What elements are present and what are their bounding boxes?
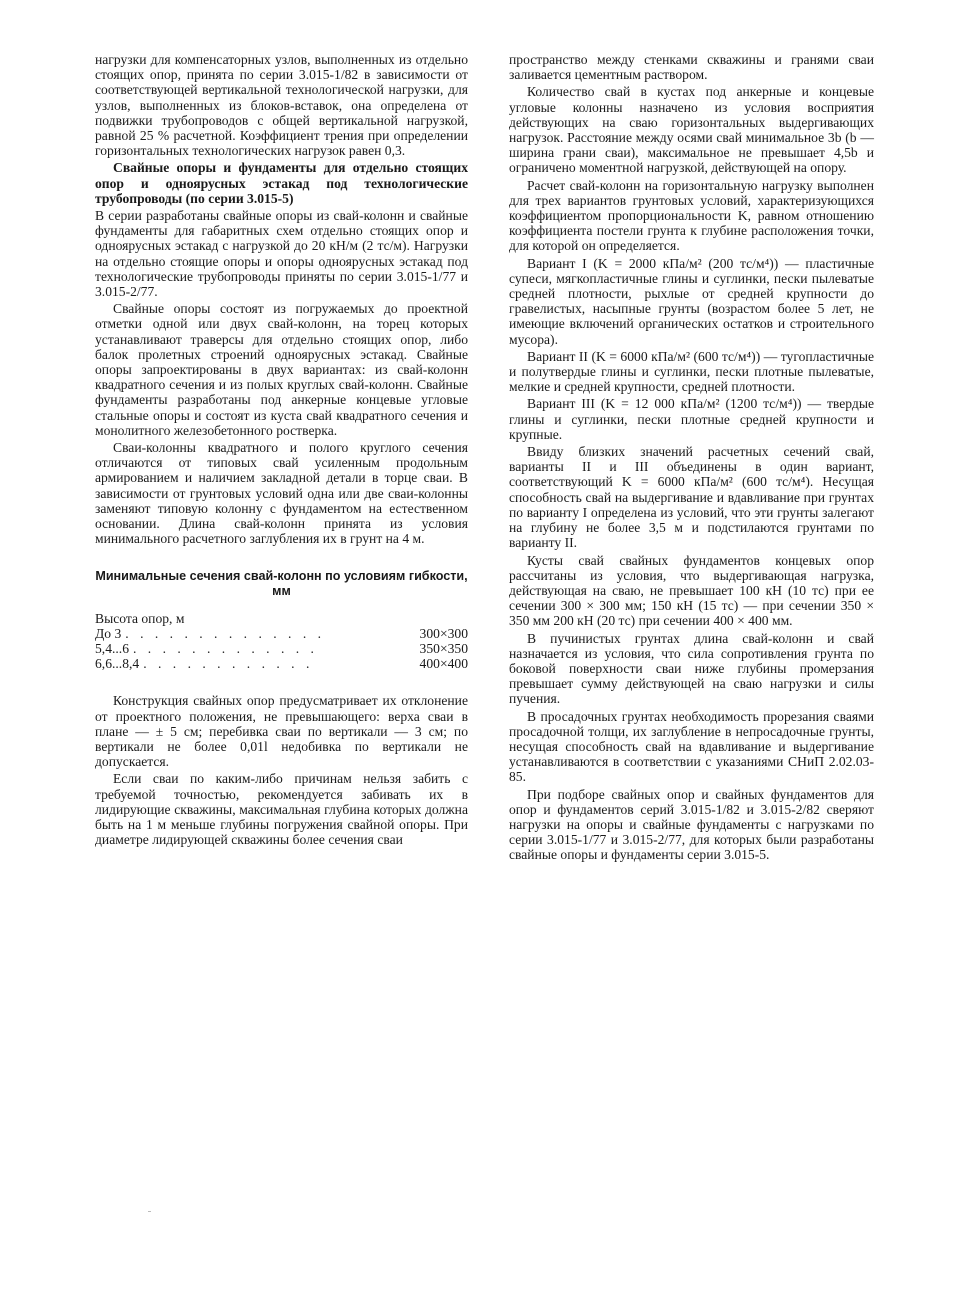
table-row-value: 300×300: [419, 625, 468, 641]
paragraph: Свайные опоры состоят из погружаемых до проектной отметки одной или двух свай-колонн, на торец которых устанавливают траверсы для отдельно стоящих опор, либо балок пролетных строений одноярусных эстакад. Свайные опоры запроектированы в двух вариантах: из свай-колонн квадратного сечения и из полых круглых свай-колонн. Свайные фундаменты разработаны под анкерные концевые угловые стальные опоры и состоят из куста свай квадратного сечения и монолитного железобетонного ростверка.: [95, 301, 468, 438]
table-row: [95, 656, 468, 671]
left-column: [95, 52, 468, 849]
paragraph: Вариант II (K = 6000 кПа/м² (600 тс/м⁴)) — тугопластичные и полутвердые глины и суглинки, пески плотные пылеватые, мелкие и средней крупности, средней плотности.: [509, 348, 874, 395]
scan-speck: [148, 1211, 151, 1212]
paragraph: Вариант III (K = 12 000 кПа/м² (1200 тс/м⁴)) — твердые глины и суглинки, пески плотные средней крупности и крупные.: [509, 396, 874, 442]
paragraph: В серии разработаны свайные опоры из свай-колонн и свайные фундаменты для габаритных схем отдельно стоящих опор и одноярусных эстакад с нагрузкой до 20 кН/м (2 тс/м). Нагрузки на отдельно стоящие опоры и опоры одноярусных эстакад под технологические трубопроводы приняты по серии 3.015-1/77 и 3.015-2/77.: [95, 208, 468, 300]
paragraph: Ввиду близких значений расчетных сечений свай, варианты II и III объединены в один вариант, соответствующий K = 6000 кПа/м² (600 тс/м⁴). Несущая способность свай на выдергивание и вдавливание при грунтах по варианту I определена из условий, что эти грунты залегают на глубину не более 3,5 м и подстилаются грунтами по варианту II.: [509, 444, 874, 551]
paragraph: Конструкция свайных опор предусматривает их отклонение от проектного положения, не превышающего: верха сваи в плане — ± 5 см; перебивка сваи по вертикали — 3 см; по вертикали не более 0,01l недобивка по вертикали не допускается.: [95, 693, 468, 770]
section-heading: Свайные опоры и фундаменты для отдельно стоящих опор и одноярусных эстакад под технологические трубопроводы (по серии 3.015-5): [95, 160, 468, 206]
paragraph: Кусты свай свайных фундаментов концевых опор рассчитаны из условия, что выдергивающая нагрузка, действующая на сваю, не превышает 100 кН (10 тс) при ее сечении 300 × 300 мм; 150 кН (15 тс) — при сечении 350 × 350 мм 200 кН (20 тс) при сечении 400 × 400 мм.: [509, 552, 874, 629]
table-row-label: 5,4...6: [95, 640, 129, 656]
table-header: Высота опор, м: [95, 610, 185, 626]
paragraph: Расчет свай-колонн на горизонтальную нагрузку выполнен для трех вариантов грунтовых условий, характеризующихся коэффициентом пропорциональности K, равном отношению коэффициента постели грунта к глубине расположения точки, для которой он определяется.: [509, 177, 874, 254]
paragraph: Количество свай в кустах под анкерные и концевые угловые колонны назначено из условия восприятия действующих на сваю горизонтальных выдергивающих нагрузок. Расстояние между осями свай минимальное 3b (b — ширина грани сваи), максимальное не превышает 4,5b и ограничено моментной нагрузкой, действующей на опору.: [509, 84, 874, 176]
table-row: [95, 626, 468, 641]
table-row-value: 350×350: [419, 640, 468, 656]
table-title: Минимальные сечения свай-колонн по условиям гибкости, мм: [95, 568, 468, 598]
paragraph: пространство между стенками скважины и гранями сваи заливается цементным раствором.: [509, 52, 874, 83]
paragraph: нагрузки для компенсаторных узлов, выполненных из отдельно стоящих опор, принята по серии 3.015-1/82 в зависимости от соответствующей вертикальной технологической нагрузки, для узлов, выполненных из блоков-вставок, она определена от подвижки трубопроводов с общей вертикальной нагрузкой, равной 25 % расчетной. Коэффициент трения при определении горизонтальных технологических нагрузок равен 0,3.: [95, 52, 468, 159]
table-row-leader: . . . . . . . . . . . . .: [132, 640, 318, 656]
table-row-label: 6,6...8,4: [95, 656, 140, 672]
table-row-value: 400×400: [419, 656, 468, 672]
paragraph: Если сваи по каким-либо причинам нельзя забить с требуемой точностью, рекомендуется забивать их в лидирующие скважины, максимальная глубина которых должна быть на 1 м меньше глубины погружения свайной опоры. При диаметре лидирующей скважины более сечения сваи: [95, 771, 468, 848]
right-column: [509, 52, 874, 865]
paragraph: При подборе свайных опор и свайных фундаментов для опор и фундаментов серий 3.015-1/82 и 3.015-2/82 сверяют нагрузки на опоры и свайные фундаменты с нагрузками по серии 3.015-1/77 и 3.015-2/77, для которых были разработаны свайные опоры и фундаменты серии 3.015-5.: [509, 786, 874, 863]
table-row-leader: . . . . . . . . . . . . . .: [125, 625, 326, 641]
paragraph: Вариант I (K = 2000 кПа/м² (200 тс/м⁴)) — пластичные супеси, мягкопластичные глины и суглинки, пески пылеватые средней плотности, рыхлые от средней крупности до гравелистых, насыпные грунты (возрастом более 5 лет, не имеющие включений органических остатков и строительного мусора).: [509, 255, 874, 347]
table-row: [95, 641, 468, 656]
spacer: [95, 671, 468, 693]
table-row-leader: . . . . . . . . . . . .: [143, 656, 314, 672]
paragraph: Сваи-колонны квадратного и полого круглого сечения отличаются от типовых свай усиленным продольным армированием и наличием закладной детали в торце сваи. В зависимости от грунтовых условий одна или две сваи-колонны заменяют типовую колонну с фундаментом на естественном основании. Длина свай-колонн принята из условия минимального расчетного заглубления их в грунт на 4 м.: [95, 440, 468, 547]
paragraph: В пучинистых грунтах длина свай-колонн и свай назначается из условия, что сила сопротивления грунта по боковой поверхности сваи ниже глубины промерзания превышает сумму действующей на сваю нагрузки и силы пучения.: [509, 630, 874, 707]
paragraph: В просадочных грунтах необходимость прорезания сваями просадочной толщи, их заглубление в непросадочные грунты, несущая способность свай на вдавливание и выдергивание устанавливаются в соответствии с указаниями СНиП 2.02.03-85.: [509, 708, 874, 785]
table-row-label: До 3: [95, 625, 122, 641]
